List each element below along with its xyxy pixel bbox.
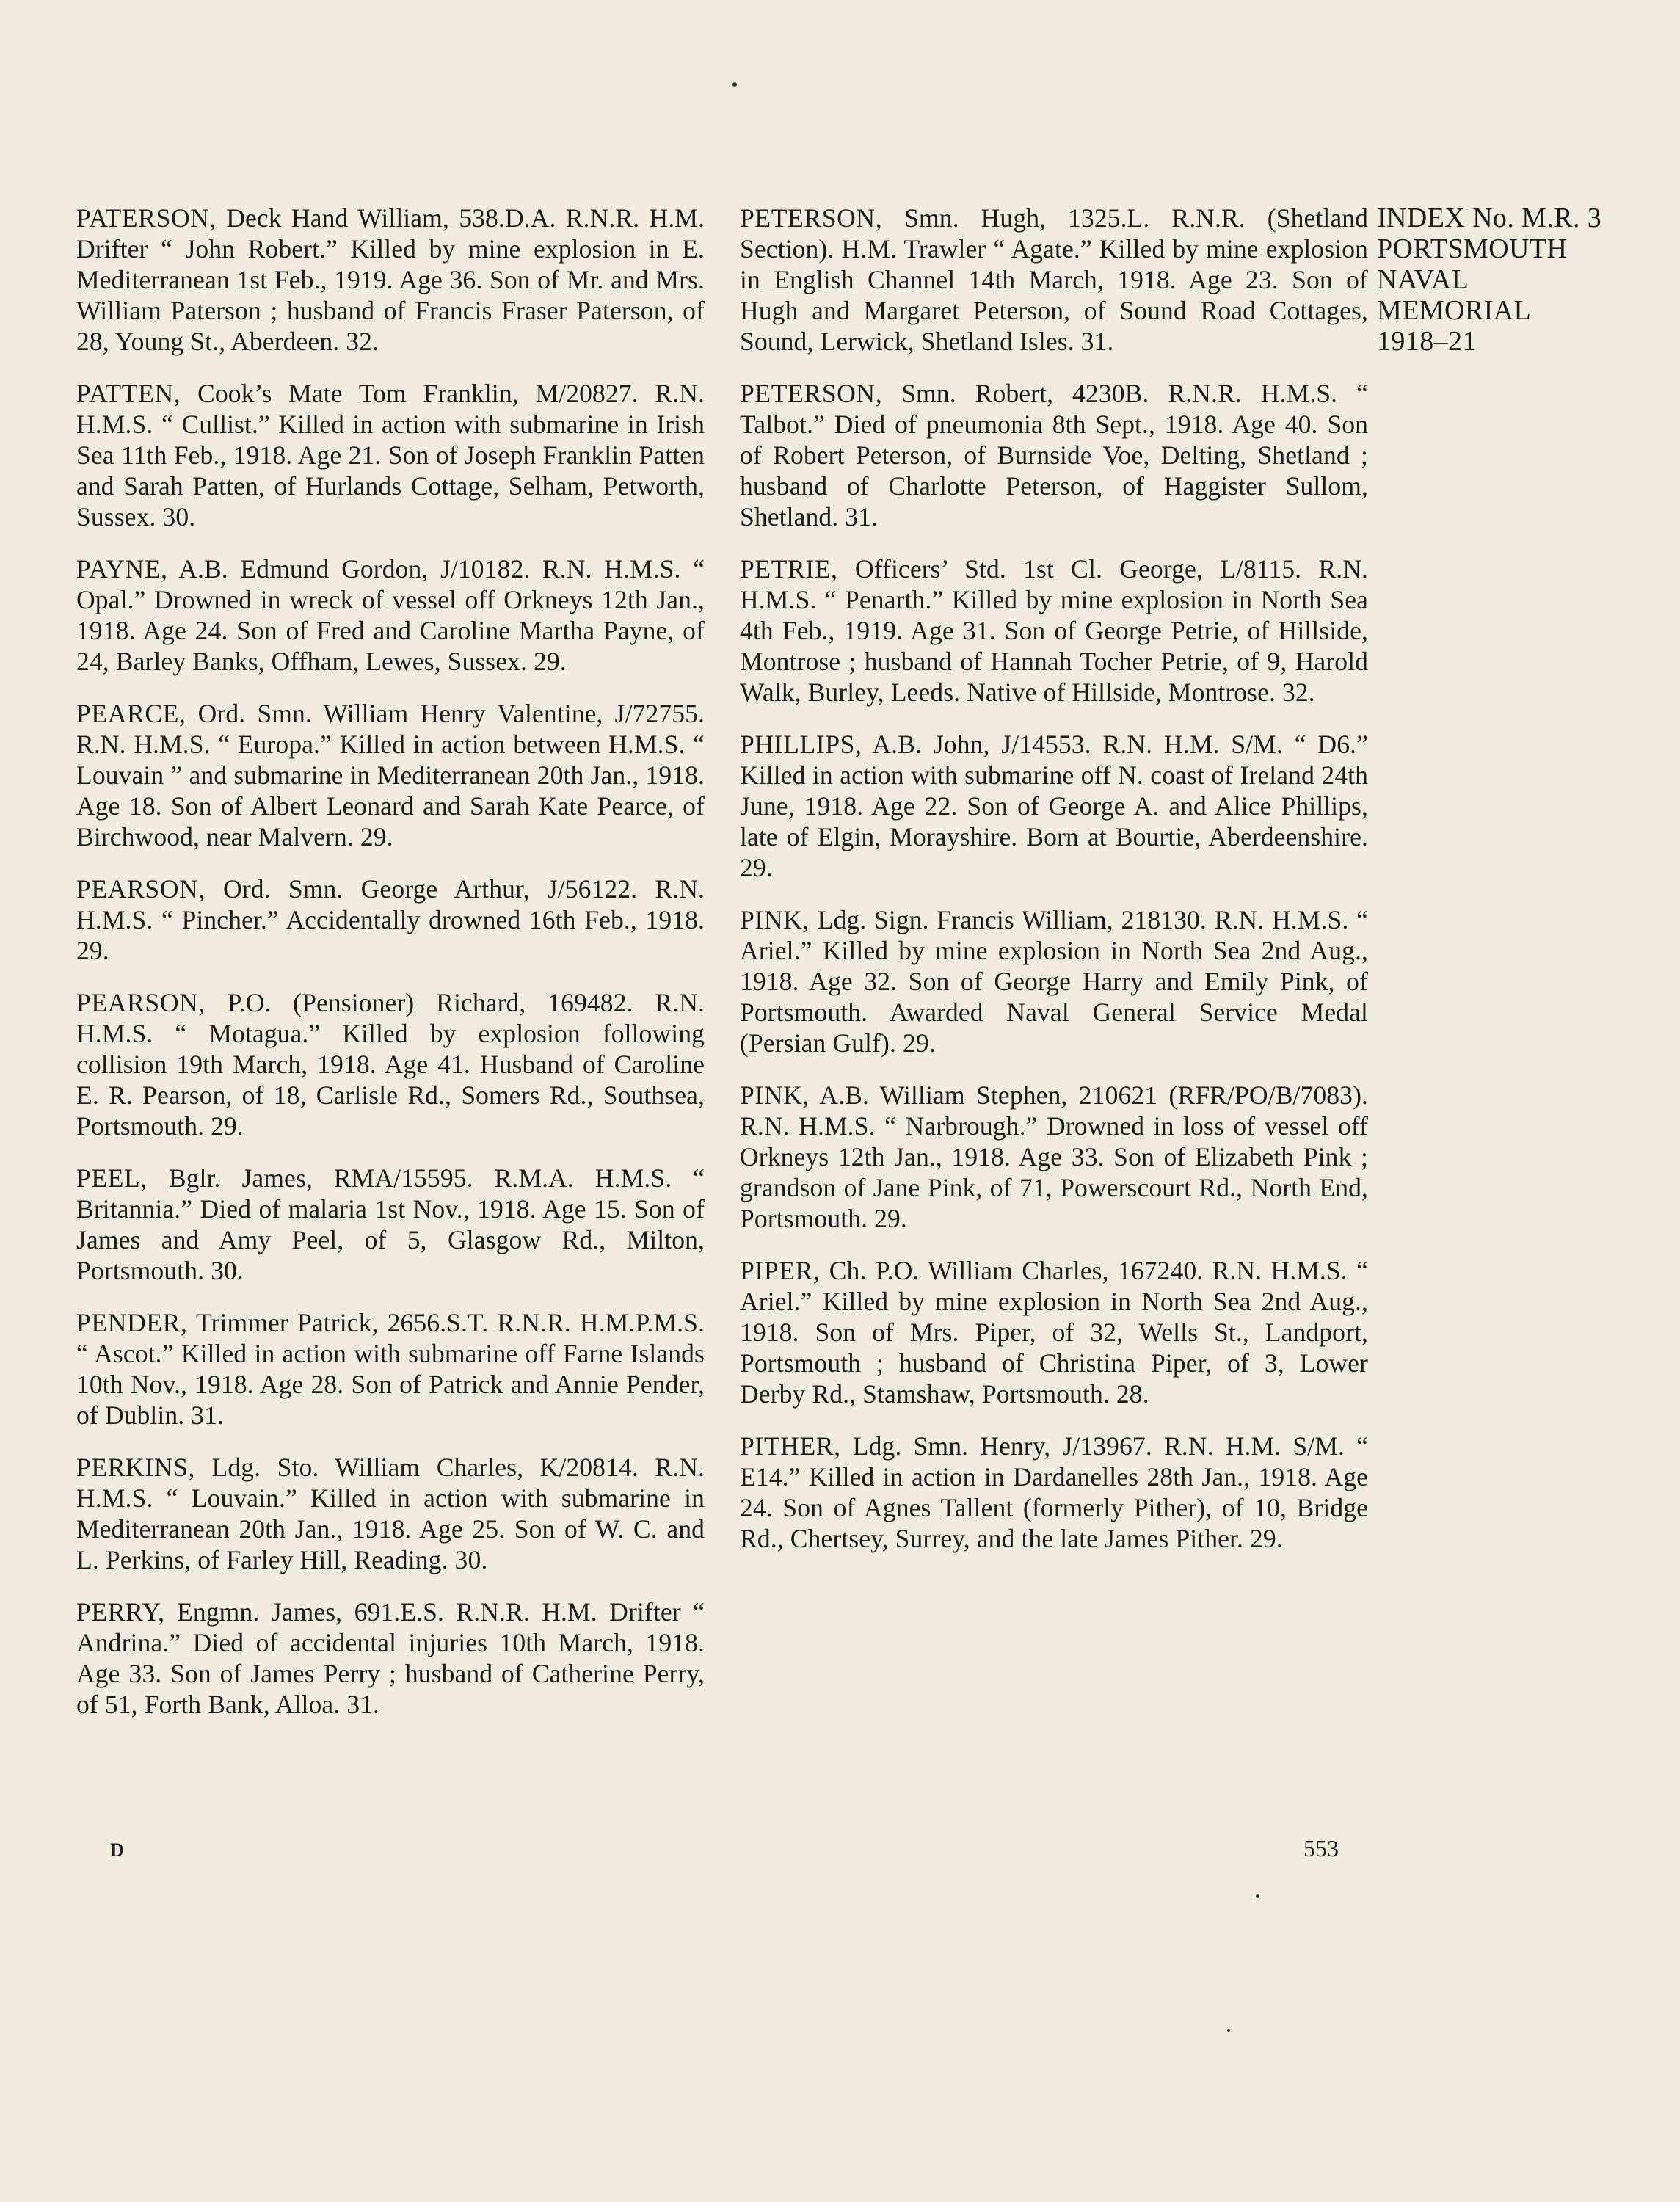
- signature-letter: D: [110, 1839, 125, 1861]
- page-number: 553: [1303, 1835, 1339, 1861]
- index-number: INDEX No. M.R. 3: [1377, 203, 1602, 233]
- entry-details: Bglr. James, RMA/15595. R.M.A. H.M.S. “ Britannia.” Died of malaria 1st Nov., 1918. Age 15. Son of James and Amy Peel, of 5, Glasgow Rd., Milton, Portsmouth. 30.: [76, 1163, 705, 1285]
- memorial-entry: [740, 378, 1368, 532]
- entry-details: Engmn. James, 691.E.S. R.N.R. H.M. Drifter “ Andrina.” Died of accidental injuries 10th March, 1918. Age 33. Son of James Perry ; husband of Catherine Perry, of 51, Forth Bank, Alloa. 31.: [76, 1597, 705, 1719]
- memorial-entry: [740, 553, 1368, 708]
- memorial-years: 1918–21: [1377, 326, 1477, 357]
- entry-surname: PATERSON,: [76, 203, 217, 233]
- entry-details: A.B. William Stephen, 210621 (RFR/PO/B/7083). R.N. H.M.S. “ Narbrough.” Drowned in loss of vessel off Orkneys 12th Jan., 1918. Age 33. Son of Elizabeth Pink ; grandson of Jane Pink, of 71, Powerscourt Rd., North End, Portsmouth. 29.: [740, 1080, 1369, 1233]
- entry-surname: PERRY,: [76, 1597, 165, 1627]
- memorial-entry: [76, 987, 705, 1141]
- memorial-index-heading: [1377, 203, 1670, 357]
- entry-surname: PEARSON,: [76, 874, 206, 904]
- entry-surname: PETERSON,: [740, 203, 883, 233]
- entry-details: Ord. Smn. George Arthur, J/56122. R.N. H.M.S. “ Pincher.” Accidentally drowned 16th Feb., 1918. 29.: [76, 874, 705, 965]
- entry-surname: PINK,: [740, 905, 810, 934]
- memorial-entry: [76, 873, 705, 966]
- entry-surname: PINK,: [740, 1080, 810, 1110]
- left-column: [76, 203, 705, 1741]
- entry-surname: PIPER,: [740, 1256, 821, 1285]
- entry-details: P.O. (Pensioner) Richard, 169482. R.N. H.M.S. “ Motagua.” Killed by explosion following collision 19th March, 1918. Age 41. Husband of Caroline E. R. Pearson, of 18, Carlisle Rd., Somers Rd., Southsea, Portsmouth. 29.: [76, 988, 705, 1141]
- memorial-entry: [76, 1163, 705, 1286]
- memorial-entry: [76, 1307, 705, 1431]
- memorial-entry: [76, 698, 705, 852]
- entry-surname: PERKINS,: [76, 1453, 195, 1482]
- entry-details: Ch. P.O. William Charles, 167240. R.N. H.M.S. “ Ariel.” Killed by mine explosion in North Sea 2nd Aug., 1918. Son of Mrs. Piper, of 32, Wells St., Landport, Portsmouth ; husband of Christina Piper, of 3, Lower Derby Rd., Stamshaw, Portsmouth. 28.: [740, 1256, 1368, 1409]
- memorial-name-line: PORTSMOUTH: [1377, 233, 1568, 264]
- entry-surname: PEEL,: [76, 1163, 148, 1193]
- memorial-entry: [76, 378, 705, 532]
- memorial-entry: [740, 904, 1368, 1058]
- memorial-entry: [76, 553, 705, 677]
- entry-details: Deck Hand William, 538.D.A. R.N.R. H.M. Drifter “ John Robert.” Killed by mine explosion in E. Mediterranean 1st Feb., 1919. Age 36. Son of Mr. and Mrs. William Paterson ; husband of Francis Fraser Paterson, of 28, Young St., Aberdeen. 32.: [76, 203, 705, 356]
- memorial-entry: [740, 1080, 1368, 1234]
- memorial-name-line: NAVAL: [1377, 264, 1469, 295]
- entry-details: Smn. Robert, 4230B. R.N.R. H.M.S. “ Talbot.” Died of pneumonia 8th Sept., 1918. Age 40. Son of Robert Peterson, of Burnside Voe, Delting, Shetland ; husband of Charlotte Peterson, of Haggister Sullom, Shetland. 31.: [740, 379, 1368, 531]
- middle-column: [740, 203, 1368, 1575]
- memorial-entry: [740, 203, 1368, 357]
- memorial-entry: [76, 203, 705, 357]
- entry-details: Ldg. Smn. Henry, J/13967. R.N. H.M. S/M. “ E14.” Killed in action in Dardanelles 28th Jan., 1918. Age 24. Son of Agnes Tallent (formerly Pither), of 10, Bridge Rd., Chertsey, Surrey, and the late James Pither. 29.: [740, 1431, 1369, 1553]
- entry-surname: PENDER,: [76, 1308, 188, 1337]
- memorial-entry: [740, 1255, 1368, 1409]
- memorial-entry: [740, 1431, 1368, 1554]
- memorial-entry: [76, 1452, 705, 1575]
- entry-details: Smn. Hugh, 1325.L. R.N.R. (Shetland Section). H.M. Trawler “ Agate.” Killed by mine explosion in English Channel 14th March, 1918. Age 23. Son of Hugh and Margaret Peterson, of Sound Road Cottages, Sound, Lerwick, Shetland Isles. 31.: [740, 203, 1368, 356]
- entry-surname: PHILLIPS,: [740, 730, 862, 759]
- entry-surname: PETERSON,: [740, 379, 883, 408]
- entry-surname: PETRIE,: [740, 554, 838, 584]
- scan-speck: [732, 82, 737, 87]
- entry-details: Officers’ Std. 1st Cl. George, L/8115. R.N. H.M.S. “ Penarth.” Killed by mine explosion in North Sea 4th Feb., 1919. Age 31. Son of George Petrie, of Hillside, Montrose ; husband of Hannah Tocher Petrie, of 9, Harold Walk, Burley, Leeds. Native of Hillside, Montrose. 32.: [740, 554, 1368, 707]
- entry-surname: PEARCE,: [76, 699, 186, 728]
- entry-details: Ldg. Sign. Francis William, 218130. R.N. H.M.S. “ Ariel.” Killed by mine explosion in North Sea 2nd Aug., 1918. Age 32. Son of George Harry and Emily Pink, of Portsmouth. Awarded Naval General Service Medal (Persian Gulf). 29.: [740, 905, 1368, 1058]
- scan-speck: [1256, 1894, 1259, 1898]
- entry-details: Cook’s Mate Tom Franklin, M/20827. R.N. H.M.S. “ Cullist.” Killed in action with submarine in Irish Sea 11th Feb., 1918. Age 21. Son of Joseph Franklin Patten and Sarah Patten, of Hurlands Cottage, Selham, Petworth, Sussex. 30.: [76, 379, 705, 531]
- entry-details: Trimmer Patrick, 2656.S.T. R.N.R. H.M.P.M.S. “ Ascot.” Killed in action with submarine off Farne Islands 10th Nov., 1918. Age 28. Son of Patrick and Annie Pender, of Dublin. 31.: [76, 1308, 705, 1430]
- scan-speck: [1227, 2029, 1230, 2032]
- memorial-entry: [740, 729, 1368, 883]
- entry-details: Ldg. Sto. William Charles, K/20814. R.N. H.M.S. “ Louvain.” Killed in action with submarine in Mediterranean 20th Jan., 1918. Age 25. Son of W. C. and L. Perkins, of Farley Hill, Reading. 30.: [76, 1453, 705, 1574]
- entry-details: A.B. John, J/14553. R.N. H.M. S/M. “ D6.” Killed in action with submarine off N. coast of Ireland 24th June, 1918. Age 22. Son of George A. and Alice Phillips, late of Elgin, Morayshire. Born at Bourtie, Aberdeenshire. 29.: [740, 730, 1368, 882]
- memorial-name-line: MEMORIAL: [1377, 295, 1532, 326]
- entry-surname: PATTEN,: [76, 379, 181, 408]
- entry-surname: PEARSON,: [76, 988, 206, 1017]
- entry-details: A.B. Edmund Gordon, J/10182. R.N. H.M.S. “ Opal.” Drowned in wreck of vessel off Orkneys 12th Jan., 1918. Age 24. Son of Fred and Caroline Martha Payne, of 24, Barley Banks, Offham, Lewes, Sussex. 29.: [76, 554, 705, 676]
- memorial-entry: [76, 1596, 705, 1720]
- entry-details: Ord. Smn. William Henry Valentine, J/72755. R.N. H.M.S. “ Europa.” Killed in action between H.M.S. “ Louvain ” and submarine in Mediterranean 20th Jan., 1918. Age 18. Son of Albert Leonard and Sarah Kate Pearce, of Birchwood, near Malvern. 29.: [76, 699, 705, 851]
- entry-surname: PITHER,: [740, 1431, 841, 1461]
- entry-surname: PAYNE,: [76, 554, 168, 584]
